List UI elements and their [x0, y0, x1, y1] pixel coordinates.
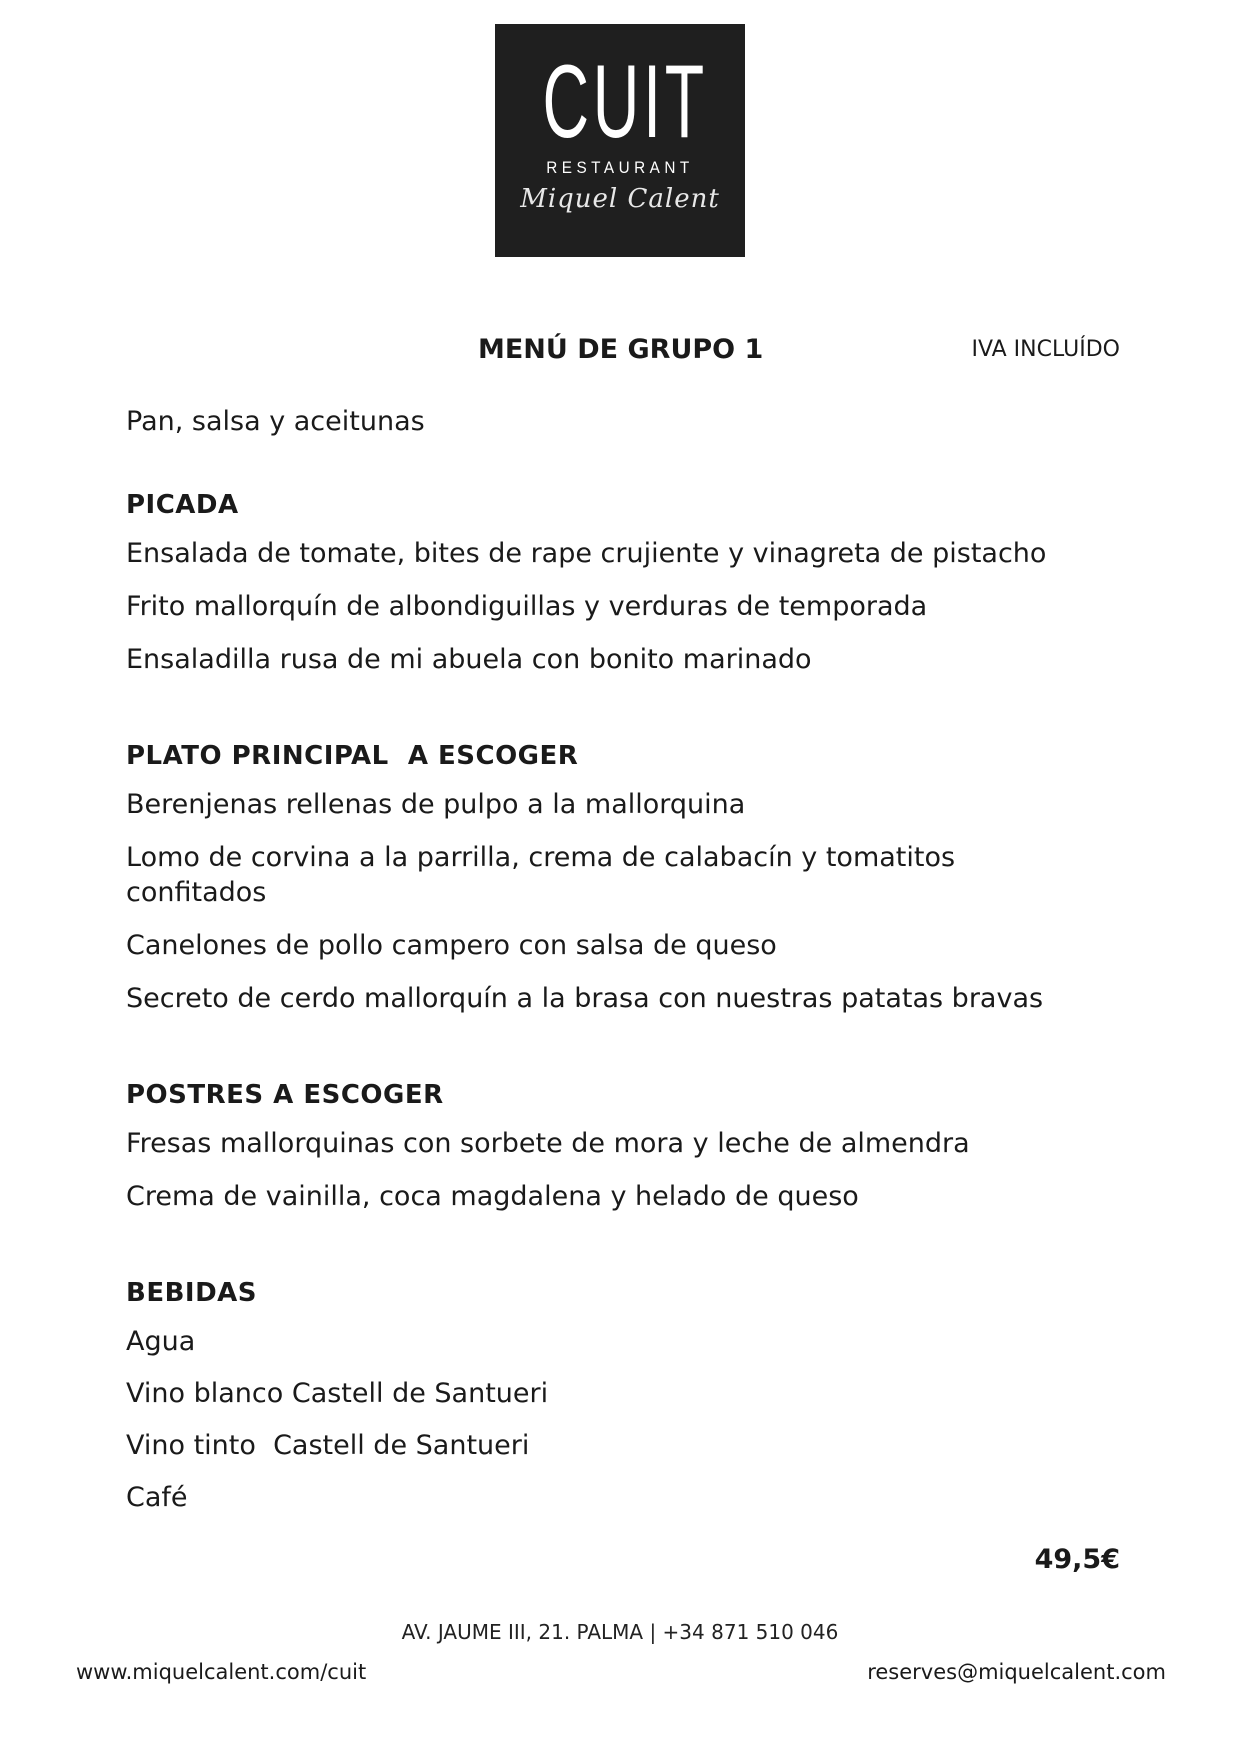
menu-item: Crema de vainilla, coca magdalena y helado de queso: [126, 1181, 859, 1212]
menu-item: Berenjenas rellenas de pulpo a la mallorquina: [126, 789, 746, 820]
website-link[interactable]: www.miquelcalent.com/cuit: [76, 1660, 367, 1684]
logo-subtitle: RESTAURANT: [546, 158, 694, 177]
tax-note: IVA INCLUÍDO: [971, 337, 1120, 362]
section-heading: POSTRES A ESCOGER: [126, 1080, 444, 1110]
menu-item: Lomo de corvina a la parrilla, crema de calabacín y tomatitos confitados: [126, 842, 956, 908]
menu-item: Vino tinto Castell de Santueri: [126, 1430, 530, 1461]
menu-item: Secreto de cerdo mallorquín a la brasa con nuestras patatas bravas: [126, 983, 1044, 1014]
menu-content: [126, 404, 1126, 1577]
logo-brand-text: CUIT: [542, 44, 708, 160]
email-link[interactable]: reserves@miquelcalent.com: [867, 1660, 1166, 1684]
menu-item: Frito mallorquín de albondiguillas y verduras de temporada: [126, 591, 928, 622]
logo-signature: Miquel Calent: [520, 184, 720, 214]
menu-item: Ensaladilla rusa de mi abuela con bonito marinado: [126, 644, 812, 675]
section-drinks: [126, 1276, 1126, 1515]
restaurant-logo: [495, 24, 745, 257]
footer-address: AV. JAUME III, 21. PALMA | +34 871 510 046: [401, 1620, 839, 1644]
section-heading: PLATO PRINCIPAL A ESCOGER: [126, 741, 579, 771]
section-desserts: [126, 1078, 1126, 1214]
menu-item: Café: [126, 1482, 188, 1513]
menu-title: MENÚ DE GRUPO 1: [478, 334, 764, 365]
menu-price: 49,5€: [1034, 1544, 1120, 1575]
menu-item: Ensalada de tomate, bites de rape crujiente y vinagreta de pistacho: [126, 538, 1047, 569]
menu-item: Canelones de pollo campero con salsa de queso: [126, 930, 777, 961]
intro-text: Pan, salsa y aceitunas: [126, 406, 425, 437]
section-heading: BEBIDAS: [126, 1278, 257, 1308]
section-main-course: [126, 739, 1126, 1016]
section-picada: [126, 488, 1126, 677]
menu-item: Fresas mallorquinas con sorbete de mora y leche de almendra: [126, 1128, 970, 1159]
menu-item: Vino blanco Castell de Santueri: [126, 1378, 549, 1409]
section-heading: PICADA: [126, 490, 239, 520]
menu-item: Agua: [126, 1326, 196, 1357]
